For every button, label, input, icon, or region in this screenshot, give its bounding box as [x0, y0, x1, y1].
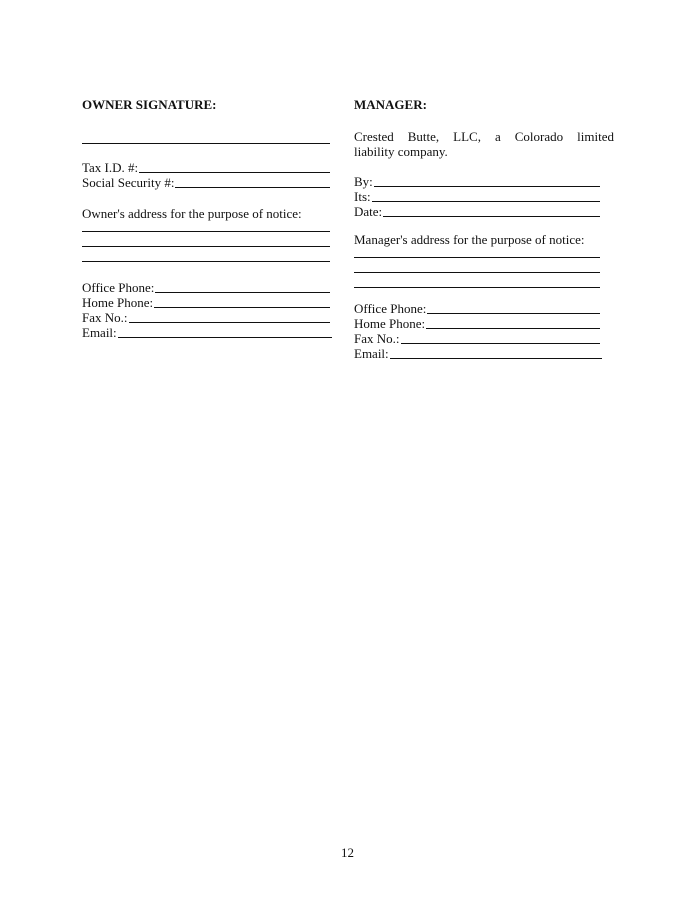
manager-company-line-1: Crested Butte, LLC, a Colorado limited — [354, 129, 614, 144]
owner-signature-block — [82, 97, 330, 341]
owner-address-line-2[interactable] — [82, 232, 330, 247]
manager-by-label: By: — [354, 174, 373, 189]
owner-tax-id-blank[interactable] — [139, 172, 330, 173]
manager-its-label: Its: — [354, 189, 371, 204]
owner-address-label: Owner's address for the purpose of notice: — [82, 206, 302, 221]
manager-company-line-2: liability company. — [354, 144, 448, 159]
manager-office-phone-blank[interactable] — [427, 313, 600, 314]
manager-office-phone-label: Office Phone: — [354, 301, 427, 316]
manager-fax-label: Fax No.: — [354, 331, 400, 346]
owner-email-blank[interactable] — [118, 337, 332, 338]
owner-address-line-1[interactable] — [82, 221, 330, 232]
owner-fax-label: Fax No.: — [82, 310, 128, 325]
manager-office-phone-field[interactable] — [354, 302, 600, 317]
owner-ssn-field[interactable] — [82, 176, 330, 191]
manager-address-line-3[interactable] — [354, 273, 600, 288]
manager-address-label: Manager's address for the purpose of notice: — [354, 232, 585, 247]
owner-office-phone-blank[interactable] — [155, 292, 330, 293]
manager-home-phone-label: Home Phone: — [354, 316, 426, 331]
owner-home-phone-label: Home Phone: — [82, 295, 154, 310]
owner-email-field[interactable] — [82, 326, 332, 341]
manager-date-field[interactable] — [354, 205, 600, 220]
owner-address-line-3[interactable] — [82, 247, 330, 262]
manager-heading: MANAGER: — [354, 97, 427, 112]
manager-by-blank[interactable] — [374, 186, 600, 187]
manager-address-line-1[interactable] — [354, 247, 600, 258]
manager-home-phone-blank[interactable] — [426, 328, 600, 329]
manager-email-field[interactable] — [354, 347, 602, 362]
manager-date-label: Date: — [354, 204, 383, 219]
manager-by-field[interactable] — [354, 175, 600, 190]
manager-address-line-2[interactable] — [354, 258, 600, 273]
owner-fax-blank[interactable] — [129, 322, 331, 323]
owner-office-phone-field[interactable] — [82, 281, 330, 296]
owner-tax-id-field[interactable] — [82, 161, 330, 176]
manager-email-label: Email: — [354, 346, 389, 361]
manager-its-field[interactable] — [354, 190, 600, 205]
owner-ssn-blank[interactable] — [175, 187, 330, 188]
owner-fax-field[interactable] — [82, 311, 330, 326]
owner-office-phone-label: Office Phone: — [82, 280, 155, 295]
page-number: 12 — [341, 845, 354, 860]
owner-tax-id-label: Tax I.D. #: — [82, 160, 139, 175]
manager-home-phone-field[interactable] — [354, 317, 600, 332]
manager-its-blank[interactable] — [372, 201, 600, 202]
manager-signature-block — [354, 97, 614, 362]
manager-fax-field[interactable] — [354, 332, 600, 347]
owner-home-phone-field[interactable] — [82, 296, 330, 311]
manager-date-blank[interactable] — [383, 216, 600, 217]
owner-signature-heading: OWNER SIGNATURE: — [82, 97, 217, 112]
owner-home-phone-blank[interactable] — [154, 307, 330, 308]
owner-email-label: Email: — [82, 325, 117, 340]
owner-ssn-label: Social Security #: — [82, 175, 175, 190]
manager-fax-blank[interactable] — [401, 343, 601, 344]
manager-email-blank[interactable] — [390, 358, 602, 359]
